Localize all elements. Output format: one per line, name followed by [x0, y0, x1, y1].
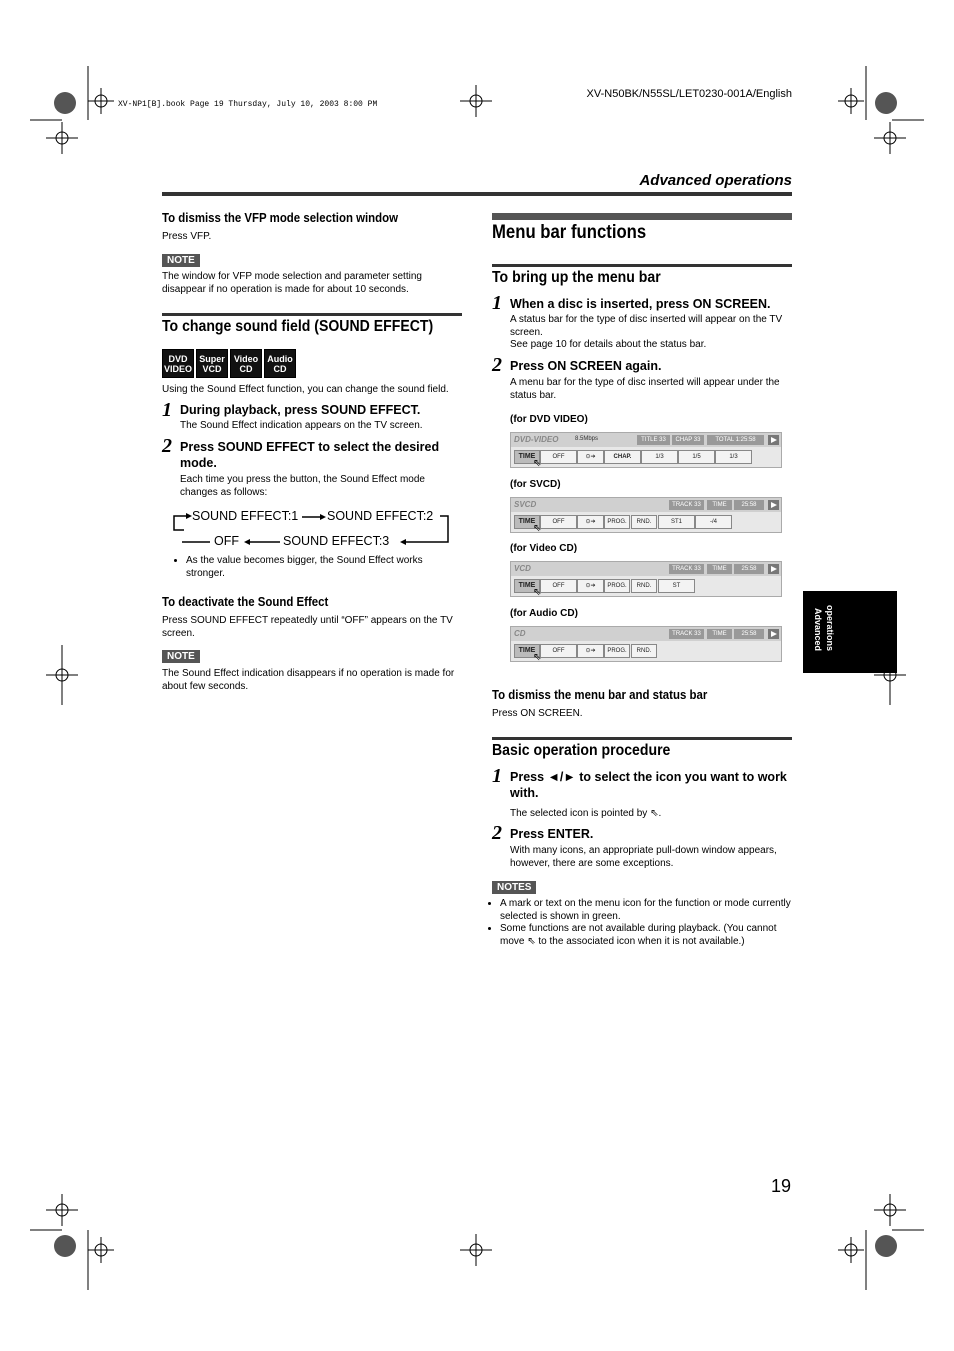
step-sub: A status bar for the type of disc inserted will appear on the TV screen.: [510, 314, 783, 338]
vcd-menu-bar: [510, 561, 782, 597]
time-value-box: 25:58: [734, 500, 764, 510]
dismiss-heading: To dismiss the menu bar and status bar: [492, 687, 708, 702]
cd-menu-bar: [510, 626, 782, 662]
time-button[interactable]: TIME: [514, 644, 540, 658]
sound-effect-off: OFF: [214, 534, 239, 548]
step-number: 2: [492, 822, 502, 844]
bring-rule: [492, 264, 792, 267]
program-button[interactable]: PROG.: [604, 579, 630, 593]
step-text: During playback, press SOUND EFFECT.: [180, 403, 421, 417]
disc-logo: VCD: [514, 564, 531, 573]
super-vcd-icon: Super VCD: [196, 349, 228, 378]
sound-rule: [162, 313, 462, 316]
time-label-box: TIME: [707, 564, 732, 574]
side-tab-line1: Advanced: [813, 608, 823, 652]
repeat-button[interactable]: OFF: [540, 579, 577, 593]
section-title: Advanced operations: [639, 172, 792, 189]
vfp-text: Press VFP.: [162, 231, 212, 242]
sound-effect-2: SOUND EFFECT:2: [327, 509, 434, 523]
time-value-box: 25:58: [734, 629, 764, 639]
disc-logo: CD: [514, 629, 526, 638]
bullet-item: • As the value becomes bigger, the Sound Effect works stronger.: [176, 555, 446, 580]
subtitle-button[interactable]: 1/5: [678, 450, 715, 464]
repeat-button[interactable]: OFF: [540, 644, 577, 658]
chap-button[interactable]: CHAP.: [604, 450, 641, 464]
sound-effect-3: SOUND EFFECT:3: [283, 534, 390, 548]
time-value-box: 25:58: [734, 564, 764, 574]
side-tab: [803, 591, 897, 673]
step-text: Press SOUND EFFECT to select the desired mode.: [180, 440, 440, 470]
step-number: 2: [492, 354, 502, 376]
program-button[interactable]: PROG.: [604, 515, 630, 529]
track-box: TRACK 33: [669, 564, 704, 574]
vfp-heading: To dismiss the VFP mode selection window: [162, 210, 399, 225]
menu-rule: [492, 213, 792, 220]
disc-logo: SVCD: [514, 500, 537, 509]
bar-caption: (for DVD VIDEO): [510, 414, 588, 425]
step-number: 1: [162, 399, 172, 421]
side-tab-line2: operations: [825, 605, 835, 652]
step-text: Press ENTER.: [510, 827, 594, 841]
header-rule: [162, 192, 792, 196]
angle-button[interactable]: 1/3: [715, 450, 752, 464]
step-sub: The Sound Effect indication appears on the TV screen.: [180, 420, 423, 431]
step-sub: The selected icon is pointed by ⇖.: [510, 808, 662, 819]
time-search-button[interactable]: ⊙➔: [577, 579, 604, 593]
time-button[interactable]: TIME: [514, 515, 540, 529]
video-cd-icon: Video CD: [230, 349, 262, 378]
dismiss-text: Press ON SCREEN.: [492, 708, 583, 719]
note-item: • Some functions are not available during playback. (You cannot move ⇖ to the associated icon when it is not available.): [500, 923, 792, 948]
random-button[interactable]: RND.: [631, 515, 657, 529]
step-sub: With many icons, an appropriate pull-down window appears, however, there are some exceptions.: [510, 845, 777, 869]
track-box: TRACK 33: [669, 500, 704, 510]
chap-box: CHAP 33: [672, 435, 704, 445]
step-sub: See page 10 for details about the status bar.: [510, 339, 707, 350]
note-tag: NOTE: [162, 650, 200, 663]
deactivate-text: Press SOUND EFFECT repeatedly until “OFF” appears on the TV screen.: [162, 615, 453, 639]
deactivate-heading: To deactivate the Sound Effect: [162, 594, 329, 609]
audio-cd-icon: Audio CD: [264, 349, 296, 378]
step-number: 2: [162, 435, 172, 457]
time-button[interactable]: TIME: [514, 579, 540, 593]
basic-heading: Basic operation procedure: [492, 742, 671, 759]
step-text: When a disc is inserted, press ON SCREEN.: [510, 297, 771, 311]
repeat-button[interactable]: OFF: [540, 515, 577, 529]
sound-note: The Sound Effect indication disappears if no operation is made for about few seconds.: [162, 668, 455, 692]
dvd-video-icon: DVD VIDEO: [162, 349, 194, 378]
notes-list: [490, 898, 792, 948]
time-label-box: TIME: [707, 629, 732, 639]
time-button[interactable]: TIME: [514, 450, 540, 464]
svcd-menu-bar: [510, 497, 782, 533]
play-icon: [768, 500, 779, 510]
page-number: 19: [771, 1176, 792, 1196]
audio-button[interactable]: 1/3: [641, 450, 678, 464]
pointer-icon: ⇖: [533, 523, 542, 534]
model-number: XV-N50BK/N55SL/LET0230-001A/English: [586, 88, 792, 100]
play-icon: [768, 629, 779, 639]
step-number: 1: [492, 765, 502, 787]
sound-intro: Using the Sound Effect function, you can change the sound field.: [162, 384, 449, 395]
audio-button[interactable]: ST: [658, 579, 695, 593]
sound-heading: To change sound field (SOUND EFFECT): [162, 318, 434, 335]
bar-caption: (for Audio CD): [510, 608, 578, 619]
file-info: XV-NP1[B].book Page 19 Thursday, July 10, 2003 8:00 PM: [118, 100, 378, 109]
bitrate: 8.5Mbps: [575, 436, 599, 442]
total-box: TOTAL 1:25:58: [707, 435, 764, 445]
audio-button[interactable]: ST1: [658, 515, 695, 529]
title-box: TITLE 33: [637, 435, 670, 445]
step-number: 1: [492, 292, 502, 314]
random-button[interactable]: RND.: [631, 579, 657, 593]
subtitle-button[interactable]: -/4: [695, 515, 732, 529]
bar-caption: (for SVCD): [510, 479, 561, 490]
pointer-icon: ⇖: [533, 458, 542, 469]
basic-rule: [492, 737, 792, 740]
time-search-button[interactable]: ⊙➔: [577, 515, 604, 529]
play-icon: [768, 564, 779, 574]
program-button[interactable]: PROG.: [604, 644, 630, 658]
random-button[interactable]: RND.: [631, 644, 657, 658]
repeat-button[interactable]: OFF: [540, 450, 577, 464]
pointer-icon: ⇖: [527, 935, 536, 947]
note-item: • A mark or text on the menu icon for the function or mode currently selected is shown in green.: [500, 898, 792, 923]
time-label-box: TIME: [707, 500, 732, 510]
step-text: Press ON SCREEN again.: [510, 359, 662, 373]
bring-heading: To bring up the menu bar: [492, 269, 661, 286]
sound-effect-1: SOUND EFFECT:1: [192, 509, 299, 523]
pointer-icon: ⇖: [650, 808, 659, 819]
disc-logo: DVD-VIDEO: [514, 435, 559, 444]
time-search-button[interactable]: ⊙➔: [577, 644, 604, 658]
track-box: TRACK 33: [669, 629, 704, 639]
menu-title: Menu bar functions: [492, 222, 647, 243]
play-icon: [768, 435, 779, 445]
step-sub: Each time you press the button, the Sound Effect mode changes as follows:: [180, 474, 425, 498]
pointer-icon: ⇖: [533, 652, 542, 663]
step-text: Press ◄/► to select the icon you want to work with.: [510, 770, 787, 800]
bar-caption: (for Video CD): [510, 543, 578, 554]
dvd-menu-bar: [510, 432, 782, 468]
step-sub: A menu bar for the type of disc inserted will appear under the status bar.: [510, 377, 780, 401]
notes-tag: NOTES: [492, 881, 536, 894]
note-tag: NOTE: [162, 254, 200, 267]
pointer-icon: ⇖: [533, 587, 542, 598]
time-search-button[interactable]: ⊙➔: [577, 450, 604, 464]
vfp-note: The window for VFP mode selection and parameter setting disappear if no operation is made for about 10 seconds.: [162, 271, 422, 295]
